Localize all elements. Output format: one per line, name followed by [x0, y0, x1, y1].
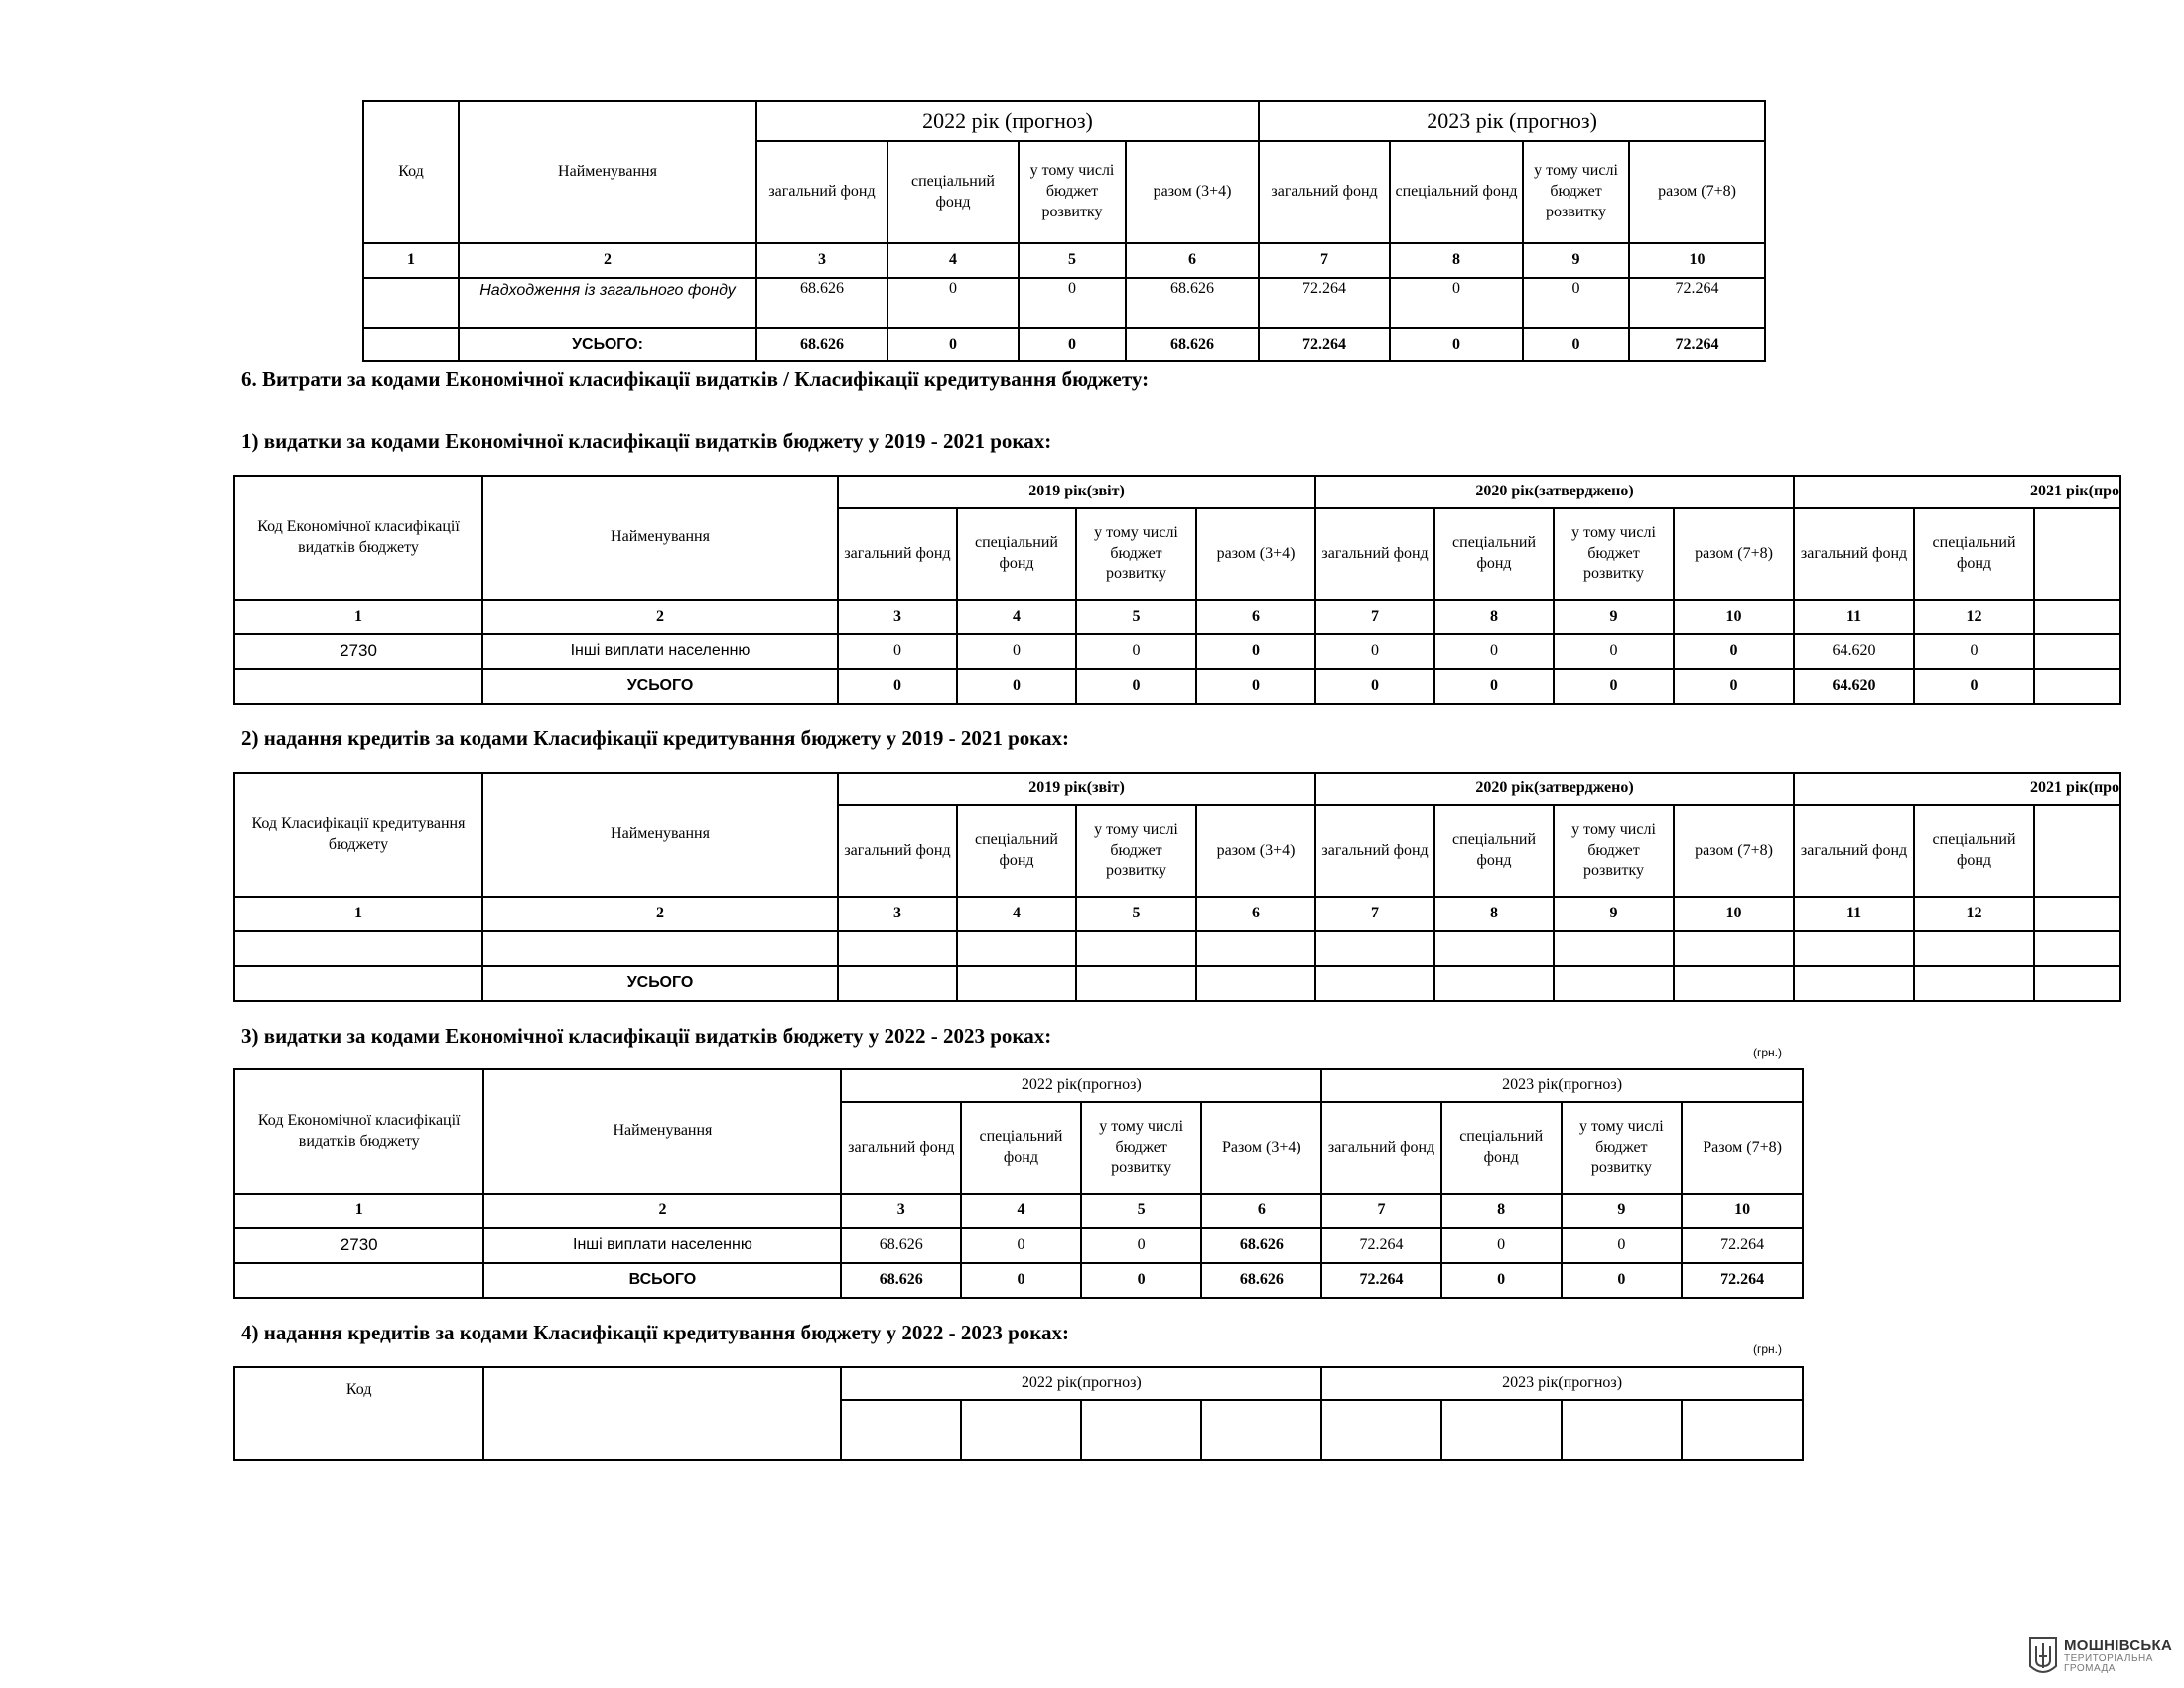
value-cell — [2034, 634, 2120, 669]
year-2020-header: 2020 рік(затверджено) — [1315, 476, 1794, 508]
dev-budget-header: у тому числі бюджет розвитку — [1076, 805, 1196, 897]
cell-empty — [957, 966, 1076, 1001]
col-number: 1 — [234, 897, 482, 931]
col-number: 8 — [1390, 243, 1523, 278]
total-label: ВСЬОГО — [483, 1263, 841, 1298]
sum-header: разом (7+8) — [1674, 805, 1794, 897]
year-2019-header: 2019 рік(звіт) — [838, 773, 1315, 805]
cell-empty — [1315, 931, 1434, 966]
spec-fund-header: спеціальний фонд — [887, 141, 1019, 243]
total-value: 0 — [1914, 669, 2034, 704]
sum-header: Разом (3+4) — [1201, 1102, 1321, 1194]
total-row — [234, 1263, 1803, 1298]
value-cell: 68.626 — [1201, 1228, 1321, 1263]
col-number: 6 — [1196, 897, 1315, 931]
cell-empty — [957, 931, 1076, 966]
value-cell: 0 — [1390, 278, 1523, 328]
cell-empty — [2034, 805, 2120, 897]
cell-empty — [1674, 931, 1794, 966]
trident-emblem-icon — [2028, 1636, 2058, 1683]
year-2019-header: 2019 рік(звіт) — [838, 476, 1315, 508]
total-value — [2034, 669, 2120, 704]
col-number: 5 — [1019, 243, 1126, 278]
total-value: 0 — [887, 328, 1019, 361]
col-number: 9 — [1554, 897, 1674, 931]
year-2023-header: 2023 рік (прогноз) — [1259, 101, 1765, 141]
total-value: 0 — [1434, 669, 1554, 704]
expenses-2022-2023-table — [233, 1068, 1804, 1299]
spec-fund-header: спеціальний фонд — [957, 508, 1076, 600]
spec-fund-header: спеціальний фонд — [1441, 1102, 1562, 1194]
value-cell: 68.626 — [841, 1228, 961, 1263]
col-number: 3 — [841, 1194, 961, 1228]
col-number: 9 — [1554, 600, 1674, 634]
sub1-table-clip — [231, 473, 2120, 707]
year-2021-header: 2021 рік(про — [1794, 476, 2120, 508]
total-value: 72.264 — [1682, 1263, 1803, 1298]
code-cell: 2730 — [234, 1228, 483, 1263]
sum-header: Разом (7+8) — [1682, 1102, 1803, 1194]
col-number: 3 — [756, 243, 887, 278]
value-cell: 68.626 — [756, 278, 887, 328]
cell-empty — [1315, 966, 1434, 1001]
total-label: УСЬОГО — [482, 669, 838, 704]
currency-unit: (грн.) — [1753, 1046, 1783, 1059]
kod-header: Код Економічної класифікації видатків бюджету — [234, 476, 482, 600]
value-cell: 0 — [1914, 634, 2034, 669]
spec-fund-header: спеціальний фонд — [1434, 805, 1554, 897]
table-row — [234, 1228, 1803, 1263]
total-row — [363, 328, 1765, 361]
expenses-2019-2021-table — [233, 475, 2121, 705]
cell-empty — [234, 966, 482, 1001]
sum-header: разом (7+8) — [1674, 508, 1794, 600]
total-value: 0 — [1081, 1263, 1202, 1298]
total-value: 0 — [1019, 328, 1126, 361]
col-number: 4 — [887, 243, 1019, 278]
col-number: 8 — [1434, 897, 1554, 931]
col-number: 7 — [1315, 600, 1434, 634]
spec-fund-header: спеціальний фонд — [1914, 805, 2034, 897]
gen-fund-header: загальний фонд — [1315, 508, 1434, 600]
cell-empty — [1794, 966, 1914, 1001]
col-number: 5 — [1081, 1194, 1202, 1228]
col-number: 7 — [1315, 897, 1434, 931]
value-cell: 64.620 — [1794, 634, 1914, 669]
value-cell: 72.264 — [1321, 1228, 1441, 1263]
table-row — [234, 931, 2120, 966]
total-value: 0 — [1076, 669, 1196, 704]
row-name: Інші виплати населенню — [483, 1228, 841, 1263]
sum-header: разом (3+4) — [1196, 508, 1315, 600]
sum-header: разом (3+4) — [1196, 805, 1315, 897]
currency-unit: (грн.) — [1753, 1342, 1783, 1356]
total-value: 0 — [1523, 328, 1629, 361]
value-cell: 0 — [1081, 1228, 1202, 1263]
year-2022-header: 2022 рік (прогноз) — [756, 101, 1259, 141]
cell-empty — [2034, 508, 2120, 600]
total-value: 0 — [1441, 1263, 1562, 1298]
col-number: 10 — [1674, 897, 1794, 931]
col-number — [2034, 897, 2120, 931]
cell-empty — [1434, 966, 1554, 1001]
col-number: 6 — [1201, 1194, 1321, 1228]
col-number — [2034, 600, 2120, 634]
cell-empty — [363, 278, 459, 328]
col-number: 10 — [1674, 600, 1794, 634]
col-number: 1 — [363, 243, 459, 278]
value-cell: 0 — [1562, 1228, 1683, 1263]
value-cell: 0 — [1196, 634, 1315, 669]
kod-header: Код Економічної класифікації видатків бюджету — [234, 1069, 483, 1194]
kod-header: Код — [363, 101, 459, 243]
total-value: 0 — [961, 1263, 1081, 1298]
total-value: 0 — [1196, 669, 1315, 704]
col-number: 3 — [838, 600, 957, 634]
cell-empty — [363, 328, 459, 361]
dev-budget-header: у тому числі бюджет розвитку — [1554, 805, 1674, 897]
year-2022-header: 2022 рік(прогноз) — [841, 1367, 1321, 1400]
gen-fund-header: загальний фонд — [756, 141, 887, 243]
total-label: УСЬОГО: — [459, 328, 756, 361]
sum-header: разом (7+8) — [1629, 141, 1765, 243]
col-number: 7 — [1259, 243, 1390, 278]
value-cell: 0 — [1523, 278, 1629, 328]
value-cell: 0 — [1434, 634, 1554, 669]
total-label: УСЬОГО — [482, 966, 838, 1001]
total-value: 72.264 — [1321, 1263, 1441, 1298]
total-value: 72.264 — [1629, 328, 1765, 361]
spec-fund-header: спеціальний фонд — [1434, 508, 1554, 600]
total-row — [234, 966, 2120, 1001]
gen-fund-header: загальний фонд — [1321, 1102, 1441, 1194]
section-6-heading: 6. Витрати за кодами Економічної класифікації видатків / Класифікації кредитування бюджету: — [241, 367, 1150, 391]
value-cell: 72.264 — [1629, 278, 1765, 328]
col-number: 1 — [234, 600, 482, 634]
col-number: 2 — [482, 897, 838, 931]
col-number: 11 — [1794, 600, 1914, 634]
col-number: 8 — [1441, 1194, 1562, 1228]
col-number: 10 — [1682, 1194, 1803, 1228]
cell-empty — [838, 966, 957, 1001]
row-name: Надходження із загального фонду — [459, 278, 756, 328]
value-cell: 0 — [1441, 1228, 1562, 1263]
total-value: 0 — [1554, 669, 1674, 704]
cell-empty — [1434, 931, 1554, 966]
name-header — [483, 1367, 841, 1460]
value-cell: 0 — [957, 634, 1076, 669]
spec-fund-header: спеціальний фонд — [961, 1102, 1081, 1194]
cell-empty — [234, 1263, 483, 1298]
col-number: 6 — [1196, 600, 1315, 634]
col-number: 5 — [1076, 897, 1196, 931]
cell-empty — [1674, 966, 1794, 1001]
cell-empty — [1076, 931, 1196, 966]
value-cell: 68.626 — [1126, 278, 1259, 328]
col-number: 2 — [483, 1194, 841, 1228]
year-2023-header: 2023 рік(прогноз) — [1321, 1367, 1803, 1400]
cell-empty — [234, 931, 482, 966]
cell-empty — [1554, 931, 1674, 966]
year-2020-header: 2020 рік(затверджено) — [1315, 773, 1794, 805]
code-cell: 2730 — [234, 634, 482, 669]
total-value: 68.626 — [756, 328, 887, 361]
col-number: 12 — [1914, 897, 2034, 931]
gen-fund-header: загальний фонд — [1259, 141, 1390, 243]
logo-text: МОШНІВСЬКА ТЕРИТОРІАЛЬНА ГРОМАДА — [2064, 1637, 2173, 1675]
value-cell: 0 — [1076, 634, 1196, 669]
gen-fund-header: загальний фонд — [1794, 508, 1914, 600]
total-value: 0 — [1315, 669, 1434, 704]
value-cell: 0 — [1674, 634, 1794, 669]
cell-empty — [1914, 966, 2034, 1001]
year-2023-header: 2023 рік(прогноз) — [1321, 1069, 1803, 1102]
sub4-heading: 4) надання кредитів за кодами Класифікації кредитування бюджету у 2022 - 2023 роках: — [241, 1321, 1070, 1344]
col-number: 9 — [1562, 1194, 1683, 1228]
total-value: 68.626 — [1126, 328, 1259, 361]
value-cell: 0 — [1315, 634, 1434, 669]
total-value: 64.620 — [1794, 669, 1914, 704]
cell-empty — [1554, 966, 1674, 1001]
dev-budget-header: у тому числі бюджет розвитку — [1554, 508, 1674, 600]
col-number: 1 — [234, 1194, 483, 1228]
col-number: 12 — [1914, 600, 2034, 634]
table-row — [234, 634, 2120, 669]
col-number: 2 — [482, 600, 838, 634]
community-logo — [2028, 1636, 2177, 1680]
spec-fund-header: спеціальний фонд — [1390, 141, 1523, 243]
total-row — [234, 669, 2120, 704]
total-value: 0 — [1390, 328, 1523, 361]
col-number: 11 — [1794, 897, 1914, 931]
col-number: 4 — [957, 897, 1076, 931]
name-header: Найменування — [459, 101, 756, 243]
cell-empty — [1076, 966, 1196, 1001]
credits-2022-2023-table — [233, 1366, 1804, 1461]
table-row — [363, 278, 1765, 328]
credits-2019-2021-table — [233, 772, 2121, 1002]
kod-header: Код Класифікації кредитування бюджету — [234, 773, 482, 897]
dev-budget-header: у тому числі бюджет розвитку — [1076, 508, 1196, 600]
col-number: 5 — [1076, 600, 1196, 634]
total-value: 72.264 — [1259, 328, 1390, 361]
col-number: 7 — [1321, 1194, 1441, 1228]
name-header: Найменування — [482, 476, 838, 600]
sum-header: разом (3+4) — [1126, 141, 1259, 243]
col-number: 9 — [1523, 243, 1629, 278]
value-cell: 0 — [961, 1228, 1081, 1263]
row-name: Інші виплати населенню — [482, 634, 838, 669]
total-value: 0 — [1674, 669, 1794, 704]
total-value: 0 — [838, 669, 957, 704]
kod-header: Код — [234, 1367, 483, 1460]
total-value: 68.626 — [841, 1263, 961, 1298]
cell-empty — [1914, 931, 2034, 966]
value-cell: 0 — [887, 278, 1019, 328]
cell-empty — [482, 931, 838, 966]
sub1-heading: 1) видатки за кодами Економічної класифікації видатків бюджету у 2019 - 2021 роках: — [241, 429, 1052, 453]
name-header: Найменування — [483, 1069, 841, 1194]
total-value: 68.626 — [1201, 1263, 1321, 1298]
spec-fund-header: спеціальний фонд — [1914, 508, 2034, 600]
cell-empty — [1196, 931, 1315, 966]
sub2-heading: 2) надання кредитів за кодами Класифікації кредитування бюджету у 2019 - 2021 роках: — [241, 726, 1070, 750]
dev-budget-header: у тому числі бюджет розвитку — [1562, 1102, 1683, 1194]
revenue-forecast-table — [362, 100, 1766, 362]
cell-empty — [1794, 931, 1914, 966]
gen-fund-header: загальний фонд — [838, 508, 957, 600]
col-number: 8 — [1434, 600, 1554, 634]
value-cell: 72.264 — [1259, 278, 1390, 328]
total-value: 0 — [1562, 1263, 1683, 1298]
col-number: 6 — [1126, 243, 1259, 278]
dev-budget-header: у тому числі бюджет розвитку — [1019, 141, 1126, 243]
col-number: 10 — [1629, 243, 1765, 278]
gen-fund-header: загальний фонд — [838, 805, 957, 897]
value-cell: 0 — [838, 634, 957, 669]
total-value: 0 — [957, 669, 1076, 704]
sub3-heading: 3) видатки за кодами Економічної класифікації видатків бюджету у 2022 - 2023 роках: — [241, 1024, 1052, 1048]
value-cell: 72.264 — [1682, 1228, 1803, 1263]
gen-fund-header: загальний фонд — [1315, 805, 1434, 897]
gen-fund-header: загальний фонд — [841, 1102, 961, 1194]
col-number: 4 — [961, 1194, 1081, 1228]
cell-empty — [234, 669, 482, 704]
sub2-table-clip — [231, 770, 2120, 1004]
dev-budget-header: у тому числі бюджет розвитку — [1081, 1102, 1202, 1194]
col-number: 2 — [459, 243, 756, 278]
year-2021-header: 2021 рік(про — [1794, 773, 2120, 805]
col-number: 4 — [957, 600, 1076, 634]
col-number: 3 — [838, 897, 957, 931]
value-cell: 0 — [1019, 278, 1126, 328]
year-2022-header: 2022 рік(прогноз) — [841, 1069, 1321, 1102]
cell-empty — [838, 931, 957, 966]
name-header: Найменування — [482, 773, 838, 897]
cell-empty — [2034, 931, 2120, 966]
value-cell: 0 — [1554, 634, 1674, 669]
cell-empty — [2034, 966, 2120, 1001]
dev-budget-header: у тому числі бюджет розвитку — [1523, 141, 1629, 243]
cell-empty — [1196, 966, 1315, 1001]
spec-fund-header: спеціальний фонд — [957, 805, 1076, 897]
sub4-table-clip — [231, 1364, 1820, 1400]
gen-fund-header: загальний фонд — [1794, 805, 1914, 897]
